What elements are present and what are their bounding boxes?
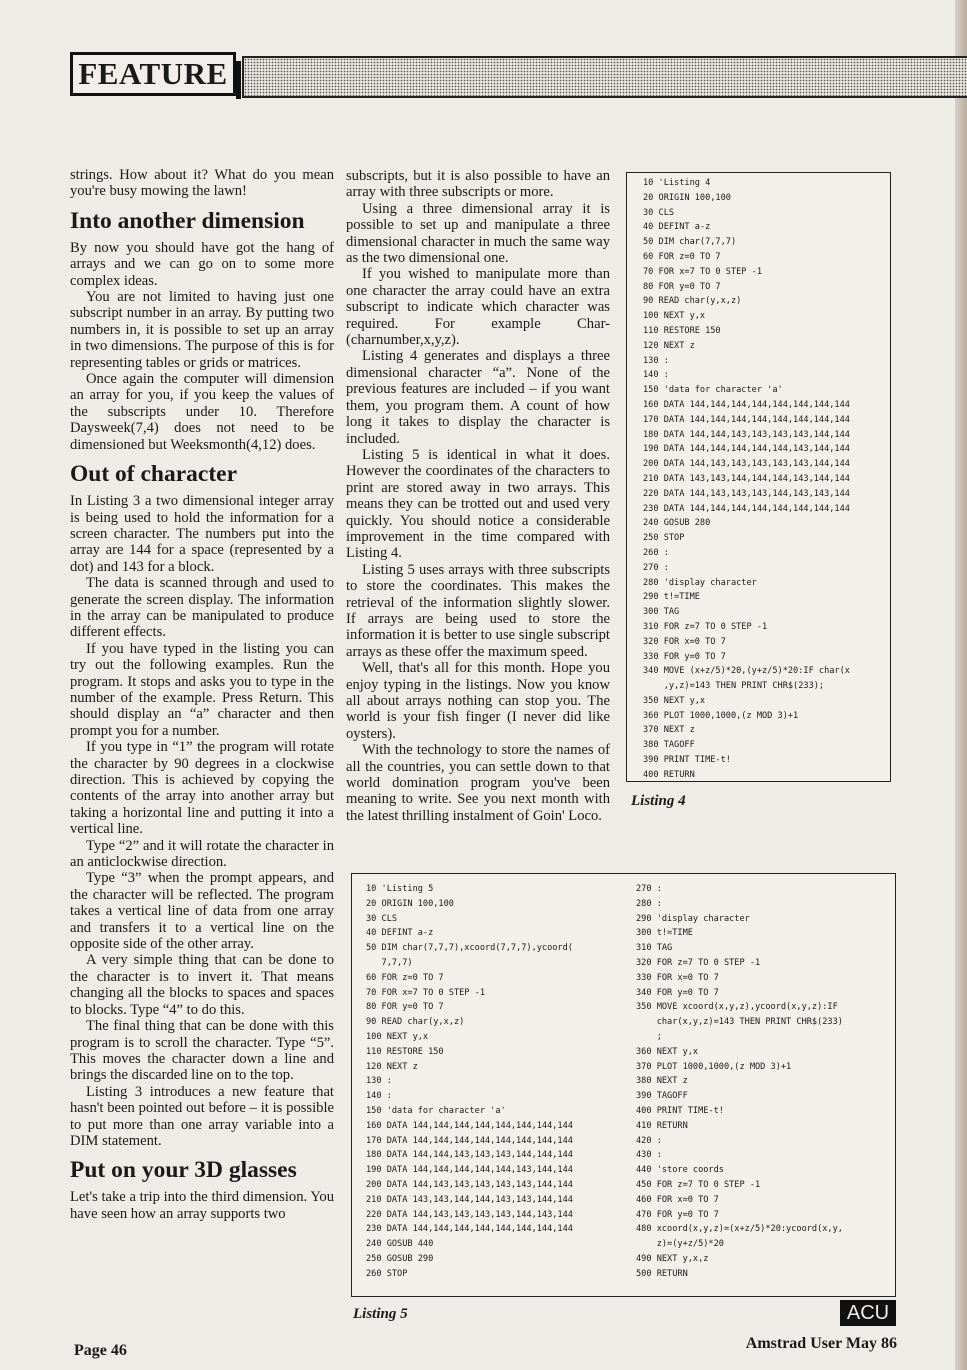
code-line: 20 ORIGIN 100,100 bbox=[366, 898, 454, 909]
code-line: 100 NEXT y,x bbox=[643, 311, 706, 322]
code-line: 160 DATA 144,144,144,144,144,144,144,144 bbox=[643, 399, 850, 410]
listing-4-caption: Listing 4 bbox=[631, 793, 686, 809]
code-line: 210 DATA 143,143,144,144,143,143,144,144 bbox=[366, 1194, 573, 1205]
code-line: 160 DATA 144,144,144,144,144,144,144,144 bbox=[366, 1120, 573, 1131]
code-line: 350 MOVE xcoord(x,y,z),ycoord(x,y,z):IF bbox=[636, 1002, 838, 1013]
code-line: 30 CLS bbox=[643, 207, 675, 218]
section-header bbox=[70, 52, 967, 98]
code-line: 260 : bbox=[643, 547, 669, 558]
paragraph: The data is scanned through and used to generate the screen display. The information in the array can be manipulated to produce different effects. bbox=[70, 575, 334, 641]
code-line: 320 FOR x=0 TO 7 bbox=[643, 636, 726, 647]
code-line: 140 : bbox=[643, 370, 669, 381]
subheading-into-another-dimension: Into another dimension bbox=[70, 207, 305, 234]
paragraph: Using a three dimensional array it is possible to set up and manipulate a three dimensional character in much the same way as the two dimensional one. bbox=[346, 200, 610, 267]
listing-5-code-box bbox=[351, 873, 896, 1297]
code-line: 380 TAGOFF bbox=[643, 740, 695, 751]
paragraph: The final thing that can be done with this program is to scroll the character. Type “5”. This moves the character down a line and brings the discarded line on to the top. bbox=[70, 1018, 334, 1084]
article-column-1 bbox=[70, 167, 334, 1222]
paragraph: Type “2” and it will rotate the character in an anticlockwise direction. bbox=[70, 837, 334, 871]
magazine-issue: Amstrad User May 86 bbox=[745, 1335, 897, 1352]
code-line: 230 DATA 144,144,144,144,144,144,144,144 bbox=[366, 1224, 573, 1235]
code-line: 120 NEXT z bbox=[366, 1061, 418, 1072]
code-line: 50 DIM char(7,7,7) bbox=[643, 237, 737, 248]
paragraph: If you have typed in the listing you can try out the following examples. Run the program. It stops and asks you to type in the number of the example. Press Return. This should display an “a” character and then prompt you for a number. bbox=[70, 640, 334, 739]
code-line: 180 DATA 144,144,143,143,143,143,144,144 bbox=[643, 429, 850, 440]
paragraph: In Listing 3 a two dimensional integer array is being used to hold the information for a screen character. The numbers put into the array are 144 for a space (represented by a dot) and 143 for a block. bbox=[70, 493, 334, 575]
code-line: 390 PRINT TIME-t! bbox=[643, 755, 731, 766]
code-line: 200 DATA 144,143,143,143,143,143,144,144 bbox=[643, 459, 850, 470]
code-line: 270 : bbox=[643, 562, 669, 573]
header-pattern-band bbox=[242, 56, 967, 98]
code-line: 310 TAG bbox=[636, 943, 673, 954]
paragraph: Listing 4 generates and displays a three dimensional character “a”. None of the previous features are included – if you want them, you program them. A count of how long it takes to display the character is included. bbox=[346, 348, 610, 447]
code-line: 40 DEFINT a-z bbox=[366, 928, 434, 939]
code-line: 500 RETURN bbox=[636, 1268, 688, 1279]
paragraph: Listing 3 introduces a new feature that hasn't been pointed out before – it is possible to put more than one array variable into a DIM statement. bbox=[70, 1083, 334, 1149]
code-line: 50 DIM char(7,7,7),xcoord(7,7,7),ycoord( bbox=[366, 943, 573, 954]
paragraph: Listing 5 is identical in what it does. However the coordinates of the characters to print are stored away in two arrays. This means they can be trotted out and used very quickly. You should notice a considerable improvement in the time compared with Listing 4. bbox=[346, 446, 610, 562]
code-line: 340 FOR y=0 TO 7 bbox=[636, 987, 719, 998]
listing-4-code-box bbox=[626, 172, 891, 782]
code-line: 490 NEXT y,x,z bbox=[636, 1253, 709, 1264]
paragraph: Well, that's all for this month. Hope you enjoy typing in the listings. Now you know all about arrays nothing can stop you. The world is your fish finger (I never did like oysters). bbox=[346, 660, 610, 742]
code-line: 120 NEXT z bbox=[643, 340, 695, 351]
code-line: 140 : bbox=[366, 1091, 392, 1102]
code-line: 290 'display character bbox=[636, 913, 750, 924]
paragraph: Let's take a trip into the third dimension. You have seen how an array supports two bbox=[70, 1189, 334, 1222]
paragraph: A very simple thing that can be done to the character is to invert it. That means changing all the blocks to spaces and spaces to blocks. Type “4” to do this. bbox=[70, 952, 334, 1018]
paragraph: Once again the computer will dimension an array for you, if you keep the values of the subscripts under 10. Therefore Daysweek(7,4) does not need to be dimensioned but Weeksmonth(4,12) does. bbox=[70, 371, 334, 453]
code-line: 80 FOR y=0 TO 7 bbox=[643, 281, 721, 292]
code-line: 290 t!=TIME bbox=[643, 592, 700, 603]
listing-5-caption: Listing 5 bbox=[353, 1306, 408, 1322]
code-line: 200 DATA 144,143,143,143,143,143,144,144 bbox=[366, 1179, 573, 1190]
code-line: 10 'Listing 5 bbox=[366, 884, 434, 894]
listing-5-right-column bbox=[636, 882, 894, 1282]
code-line: 320 FOR z=7 TO 0 STEP -1 bbox=[636, 957, 761, 968]
code-line: 130 : bbox=[366, 1076, 392, 1087]
code-line: 430 : bbox=[636, 1150, 662, 1161]
code-line: 330 FOR x=0 TO 7 bbox=[636, 972, 719, 983]
code-line: 170 DATA 144,144,144,144,144,144,144,144 bbox=[643, 414, 850, 425]
code-line: 390 TAGOFF bbox=[636, 1091, 688, 1102]
paragraph: Type “3” when the prompt appears, and the character will be reflected. The program takes a vertical line of data from one array and transfers it to a vertical line on the opposite side of the other array. bbox=[70, 870, 334, 953]
code-line: 20 ORIGIN 100,100 bbox=[643, 192, 731, 203]
code-line: 220 DATA 144,143,143,143,143,144,143,144 bbox=[366, 1209, 573, 1220]
paragraph: subscripts, but it is also possible to have an array with three subscripts or more. bbox=[346, 168, 610, 201]
code-line: 400 PRINT TIME-t! bbox=[636, 1105, 724, 1116]
code-line: 230 DATA 144,144,144,144,144,144,144,144 bbox=[643, 503, 850, 514]
code-line: 190 DATA 144,144,144,144,144,143,144,144 bbox=[366, 1165, 573, 1176]
subheading-out-of-character: Out of character bbox=[70, 461, 238, 488]
code-line: 100 NEXT y,x bbox=[366, 1031, 429, 1042]
page-number: Page 46 bbox=[74, 1342, 127, 1359]
acu-logo: ACU bbox=[840, 1300, 896, 1326]
code-line: 90 READ char(y,x,z) bbox=[643, 296, 742, 307]
code-line: 60 FOR z=0 TO 7 bbox=[366, 972, 444, 983]
code-line: 300 t!=TIME bbox=[636, 928, 693, 939]
paragraph: If you type in “1” the program will rotate the character by 90 degrees in a clockwise direction. This is achieved by copying the contents of the array into another array but taking a horizontal line and putting it into a vertical line. bbox=[70, 739, 334, 838]
code-line: 90 READ char(y,x,z) bbox=[366, 1017, 465, 1028]
code-line: 150 'data for character 'a' bbox=[366, 1105, 506, 1116]
code-line: 280 'display character bbox=[643, 577, 757, 588]
code-line: 380 NEXT z bbox=[636, 1076, 688, 1087]
code-line: 260 STOP bbox=[366, 1268, 408, 1279]
code-line: 130 : bbox=[643, 355, 669, 366]
code-line: 70 FOR x=7 TO 0 STEP -1 bbox=[366, 987, 485, 998]
code-line: 330 FOR y=0 TO 7 bbox=[643, 651, 726, 662]
code-line: char(x,y,z)=143 THEN PRINT CHR$(233) bbox=[636, 1017, 843, 1028]
code-line: 180 DATA 144,144,143,143,143,144,144,144 bbox=[366, 1150, 573, 1161]
code-line: 30 CLS bbox=[366, 913, 398, 924]
code-line: 110 RESTORE 150 bbox=[643, 325, 721, 336]
listing-5-left-column bbox=[366, 882, 634, 1282]
code-line: 480 xcoord(x,y,z)=(x+z/5)*20:ycoord(x,y, bbox=[636, 1224, 843, 1235]
page-edge bbox=[955, 0, 967, 1370]
code-line: 270 : bbox=[636, 884, 662, 894]
paragraph: If you wished to manipulate more than one character the array could have an extra subscript to indicate which character was required. For example Char-(charnumber,x,y,z). bbox=[346, 266, 610, 349]
code-line: 80 FOR y=0 TO 7 bbox=[366, 1002, 444, 1013]
code-line: 60 FOR z=0 TO 7 bbox=[643, 251, 721, 262]
paragraph: With the technology to store the names of all the countries, you can settle down to that world domination program you've been meaning to write. See you next month with the latest thrilling instalment of Goin' Loco. bbox=[346, 742, 610, 824]
code-line: 220 DATA 144,143,143,143,144,143,143,144 bbox=[643, 488, 850, 499]
code-line: 280 : bbox=[636, 898, 662, 909]
paragraph: By now you should have got the hang of arrays and we can go on to some more complex ideas. bbox=[70, 239, 334, 289]
code-line: 190 DATA 144,144,144,144,144,143,144,144 bbox=[643, 444, 850, 455]
subheading-3d-glasses: Put on your 3D glasses bbox=[70, 1157, 297, 1184]
code-line: 460 FOR x=0 TO 7 bbox=[636, 1194, 719, 1205]
code-line: 340 MOVE (x+z/5)*20,(y+z/5)*20:IF char(x bbox=[643, 666, 850, 677]
code-line: 40 DEFINT a-z bbox=[643, 222, 711, 233]
code-line: 310 FOR z=7 TO 0 STEP -1 bbox=[643, 621, 768, 632]
code-line: 470 FOR y=0 TO 7 bbox=[636, 1209, 719, 1220]
code-line: 250 STOP bbox=[643, 533, 685, 544]
code-line: 240 GOSUB 440 bbox=[366, 1239, 434, 1250]
code-line: 450 FOR z=7 TO 0 STEP -1 bbox=[636, 1179, 761, 1190]
code-line: 210 DATA 143,143,144,144,144,143,144,144 bbox=[643, 473, 850, 484]
code-line: 240 GOSUB 280 bbox=[643, 518, 711, 529]
code-line: 410 RETURN bbox=[636, 1120, 688, 1131]
code-line: 10 'Listing 4 bbox=[643, 178, 711, 188]
code-line: 360 PLOT 1000,1000,(z MOD 3)+1 bbox=[643, 710, 799, 721]
code-line: 440 'store coords bbox=[636, 1165, 724, 1176]
code-line: ; bbox=[636, 1031, 662, 1042]
article-column-2 bbox=[346, 168, 610, 824]
code-line: 360 NEXT y,x bbox=[636, 1046, 699, 1057]
code-line: ,y,z)=143 THEN PRINT CHR$(233); bbox=[643, 681, 825, 692]
paragraph: You are not limited to having just one subscript number in an array. By putting two numbers in, it is possible to set up an array in two dimensions. The purpose of this is for representing tables or grids or matrices. bbox=[70, 289, 334, 371]
code-line: 370 PLOT 1000,1000,(z MOD 3)+1 bbox=[636, 1061, 792, 1072]
code-line: 400 RETURN bbox=[643, 769, 695, 780]
paragraph: Listing 5 uses arrays with three subscripts to store the coordinates. This makes the retrieval of the information slightly slower. If arrays are being used to store the information it is better to use single subscript arrays as these offer the maximum speed. bbox=[346, 561, 610, 660]
code-line: 170 DATA 144,144,144,144,144,144,144,144 bbox=[366, 1135, 573, 1146]
code-line: 300 TAG bbox=[643, 607, 680, 618]
code-line: 350 NEXT y,x bbox=[643, 695, 706, 706]
code-line: 70 FOR x=7 TO 0 STEP -1 bbox=[643, 266, 762, 277]
code-line: 110 RESTORE 150 bbox=[366, 1046, 444, 1057]
paragraph: strings. How about it? What do you mean you're busy mowing the lawn! bbox=[70, 167, 334, 200]
code-line: z)=(y+z/5)*20 bbox=[636, 1239, 724, 1250]
code-line: 370 NEXT z bbox=[643, 725, 695, 736]
feature-label: FEATURE bbox=[70, 52, 236, 96]
code-line: 250 GOSUB 290 bbox=[366, 1253, 434, 1264]
code-line: 150 'data for character 'a' bbox=[643, 385, 783, 396]
code-line: 420 : bbox=[636, 1135, 662, 1146]
code-line: 7,7,7) bbox=[366, 957, 413, 968]
